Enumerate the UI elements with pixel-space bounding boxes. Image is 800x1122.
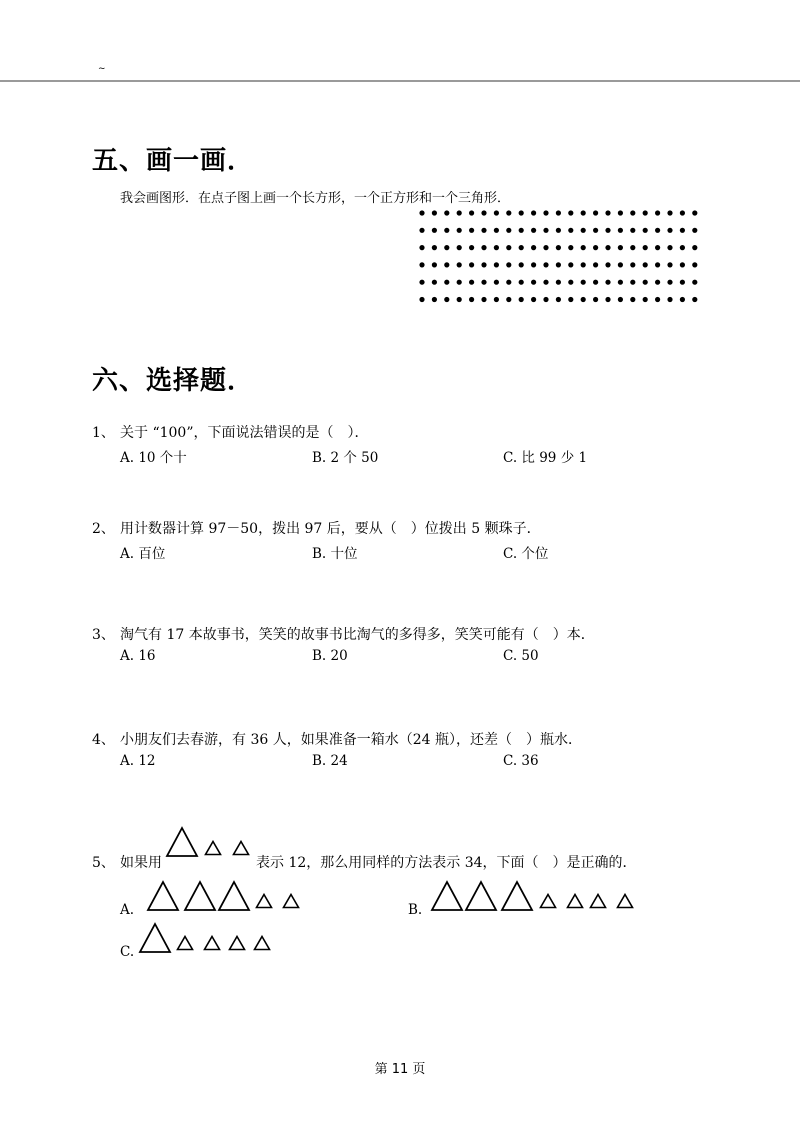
grid-dot[interactable] <box>444 280 449 285</box>
grid-dot[interactable] <box>556 280 561 285</box>
grid-dot[interactable] <box>556 245 561 250</box>
grid-dot[interactable] <box>531 297 536 302</box>
big-triangle-icon <box>464 880 498 912</box>
q5-option-b-label[interactable]: B. <box>408 902 423 918</box>
grid-dot[interactable] <box>432 297 437 302</box>
grid-dot[interactable] <box>506 280 511 285</box>
q2-option-b[interactable]: B. 十位 <box>312 546 358 562</box>
grid-dot[interactable] <box>469 280 474 285</box>
question-4 <box>92 729 582 749</box>
grid-dot[interactable] <box>667 245 672 250</box>
big-triangle-icon <box>217 880 251 912</box>
grid-dot[interactable] <box>680 245 685 250</box>
grid-dot[interactable] <box>692 210 697 215</box>
header-rule <box>0 80 800 82</box>
grid-dot[interactable] <box>630 262 635 267</box>
grid-dot[interactable] <box>506 210 511 215</box>
q3-option-c[interactable]: C. 50 <box>503 648 539 664</box>
grid-dot[interactable] <box>568 280 573 285</box>
question-text: 淘气有 17 本故事书，笑笑的故事书比淘气的多得多，笑笑可能有（ ）本． <box>120 627 595 643</box>
grid-dot[interactable] <box>568 245 573 250</box>
question-5-rest <box>256 852 637 872</box>
grid-dot[interactable] <box>519 280 524 285</box>
grid-dot[interactable] <box>605 280 610 285</box>
small-triangle-icon <box>282 893 300 909</box>
grid-dot[interactable] <box>568 228 573 233</box>
header-mark: ~ <box>98 64 106 74</box>
small-triangle-icon <box>204 840 222 856</box>
grid-dot[interactable] <box>469 297 474 302</box>
q1-option-a[interactable]: A. 10 个十 <box>120 450 187 466</box>
page-number: 第 11 页 <box>374 1062 426 1077</box>
grid-dot[interactable] <box>581 297 586 302</box>
grid-dot[interactable] <box>618 210 623 215</box>
question-number: 5、 <box>92 855 115 871</box>
grid-dot[interactable] <box>469 262 474 267</box>
question-1 <box>92 422 369 442</box>
grid-dot[interactable] <box>680 297 685 302</box>
grid-dot[interactable] <box>419 262 424 267</box>
grid-dot[interactable] <box>419 210 424 215</box>
big-triangle-icon <box>430 880 464 912</box>
grid-dot[interactable] <box>419 297 424 302</box>
grid-dot[interactable] <box>680 280 685 285</box>
grid-dot[interactable] <box>605 228 610 233</box>
grid-dot[interactable] <box>692 228 697 233</box>
small-triangle-icon <box>203 935 221 951</box>
grid-dot[interactable] <box>667 210 672 215</box>
grid-dot[interactable] <box>581 262 586 267</box>
grid-dot[interactable] <box>593 280 598 285</box>
grid-dot[interactable] <box>630 228 635 233</box>
grid-dot[interactable] <box>581 280 586 285</box>
question-number: 3、 <box>92 627 115 643</box>
grid-dot[interactable] <box>605 245 610 250</box>
q4-option-a[interactable]: A. 12 <box>120 753 156 769</box>
grid-dot[interactable] <box>680 228 685 233</box>
grid-dot[interactable] <box>568 210 573 215</box>
grid-dot[interactable] <box>692 245 697 250</box>
grid-dot[interactable] <box>481 297 486 302</box>
grid-dot[interactable] <box>494 245 499 250</box>
grid-dot[interactable] <box>432 228 437 233</box>
grid-dot[interactable] <box>543 297 548 302</box>
grid-dot[interactable] <box>655 280 660 285</box>
grid-dot[interactable] <box>531 262 536 267</box>
grid-dot[interactable] <box>680 262 685 267</box>
grid-dot[interactable] <box>593 228 598 233</box>
grid-dot[interactable] <box>543 280 548 285</box>
grid-dot[interactable] <box>643 245 648 250</box>
small-triangle-icon <box>539 893 557 909</box>
grid-dot[interactable] <box>432 280 437 285</box>
grid-dot[interactable] <box>531 228 536 233</box>
grid-dot[interactable] <box>494 210 499 215</box>
section-6-title: 六、选择题． <box>92 366 255 396</box>
grid-dot[interactable] <box>519 262 524 267</box>
grid-dot[interactable] <box>581 245 586 250</box>
grid-dot[interactable] <box>630 245 635 250</box>
grid-dot[interactable] <box>593 245 598 250</box>
grid-dot[interactable] <box>692 280 697 285</box>
grid-dot[interactable] <box>618 297 623 302</box>
q5-option-c-label[interactable]: C. <box>120 944 135 960</box>
grid-dot[interactable] <box>593 210 598 215</box>
grid-dot[interactable] <box>556 210 561 215</box>
grid-dot[interactable] <box>630 280 635 285</box>
grid-dot[interactable] <box>667 297 672 302</box>
grid-dot[interactable] <box>494 262 499 267</box>
grid-dot[interactable] <box>643 210 648 215</box>
grid-dot[interactable] <box>643 297 648 302</box>
grid-dot[interactable] <box>667 262 672 267</box>
grid-dot[interactable] <box>469 228 474 233</box>
grid-dot[interactable] <box>655 210 660 215</box>
grid-dot[interactable] <box>519 297 524 302</box>
grid-dot[interactable] <box>432 210 437 215</box>
grid-dot[interactable] <box>481 228 486 233</box>
q2-option-a[interactable]: A. 百位 <box>120 546 166 562</box>
grid-dot[interactable] <box>419 228 424 233</box>
grid-dot[interactable] <box>531 245 536 250</box>
grid-dot[interactable] <box>643 262 648 267</box>
q3-option-a[interactable]: A. 16 <box>120 648 156 664</box>
grid-dot[interactable] <box>643 280 648 285</box>
q3-option-b[interactable]: B. 20 <box>312 648 348 664</box>
small-triangle-icon <box>253 935 271 951</box>
question-text-after: 表示 12，那么用同样的方法表示 34，下面（ ）是正确的． <box>256 855 637 871</box>
grid-dot[interactable] <box>419 245 424 250</box>
grid-dot[interactable] <box>655 228 660 233</box>
q4-option-c[interactable]: C. 36 <box>503 753 539 769</box>
grid-dot[interactable] <box>543 262 548 267</box>
grid-dot[interactable] <box>605 210 610 215</box>
grid-dot[interactable] <box>543 245 548 250</box>
small-triangle-icon <box>566 893 584 909</box>
grid-dot[interactable] <box>481 245 486 250</box>
grid-dot[interactable] <box>605 262 610 267</box>
section-5-title: 五、画一画． <box>92 146 255 176</box>
grid-dot[interactable] <box>506 228 511 233</box>
q4-option-b[interactable]: B. 24 <box>312 753 348 769</box>
grid-dot[interactable] <box>519 210 524 215</box>
grid-dot[interactable] <box>419 280 424 285</box>
grid-dot[interactable] <box>457 210 462 215</box>
grid-dot[interactable] <box>457 297 462 302</box>
grid-dot[interactable] <box>680 210 685 215</box>
grid-dot[interactable] <box>667 280 672 285</box>
question-2 <box>92 518 541 538</box>
grid-dot[interactable] <box>506 245 511 250</box>
question-3 <box>92 624 595 644</box>
grid-dot[interactable] <box>481 280 486 285</box>
grid-dot[interactable] <box>581 228 586 233</box>
grid-dot[interactable] <box>643 228 648 233</box>
small-triangle-icon <box>255 893 273 909</box>
grid-dot[interactable] <box>481 262 486 267</box>
big-triangle-icon <box>165 826 199 858</box>
grid-dot[interactable] <box>556 228 561 233</box>
question-text-before: 如果用 <box>120 855 162 871</box>
grid-dot[interactable] <box>494 228 499 233</box>
grid-dot[interactable] <box>432 262 437 267</box>
q2-option-c[interactable]: C. 个位 <box>503 546 549 562</box>
small-triangle-icon <box>616 893 634 909</box>
grid-dot[interactable] <box>494 297 499 302</box>
grid-dot[interactable] <box>469 210 474 215</box>
big-triangle-icon <box>138 922 172 954</box>
question-number: 1、 <box>92 425 115 441</box>
grid-dot[interactable] <box>568 297 573 302</box>
big-triangle-icon <box>500 880 534 912</box>
grid-dot[interactable] <box>481 210 486 215</box>
grid-dot[interactable] <box>618 228 623 233</box>
question-number: 2、 <box>92 521 115 537</box>
grid-dot[interactable] <box>543 228 548 233</box>
question-5 <box>92 852 162 872</box>
section-5-instruction: 我会画图形．在点子图上画一个长方形，一个正方形和一个三角形． <box>120 191 511 206</box>
grid-dot[interactable] <box>556 297 561 302</box>
grid-dot[interactable] <box>469 245 474 250</box>
grid-dot[interactable] <box>457 245 462 250</box>
grid-dot[interactable] <box>692 297 697 302</box>
grid-dot[interactable] <box>581 210 586 215</box>
grid-dot[interactable] <box>692 262 697 267</box>
grid-dot[interactable] <box>655 297 660 302</box>
grid-dot[interactable] <box>556 262 561 267</box>
grid-dot[interactable] <box>506 262 511 267</box>
grid-dot[interactable] <box>457 280 462 285</box>
small-triangle-icon <box>228 935 246 951</box>
grid-dot[interactable] <box>457 262 462 267</box>
q5-option-a-label[interactable]: A. <box>120 902 135 918</box>
grid-dot[interactable] <box>630 210 635 215</box>
question-text: 用计数器计算 97－50，拨出 97 后，要从（ ）位拨出 5 颗珠子． <box>120 521 541 537</box>
grid-dot[interactable] <box>519 228 524 233</box>
grid-dot[interactable] <box>630 297 635 302</box>
grid-dot[interactable] <box>618 262 623 267</box>
grid-dot[interactable] <box>444 262 449 267</box>
grid-dot[interactable] <box>457 228 462 233</box>
question-text: 关于 “100”，下面说法错误的是（ ）． <box>120 425 369 441</box>
grid-dot[interactable] <box>444 245 449 250</box>
dot-grid[interactable] <box>418 209 708 307</box>
grid-dot[interactable] <box>655 262 660 267</box>
grid-dot[interactable] <box>618 245 623 250</box>
grid-dot[interactable] <box>506 297 511 302</box>
grid-dot[interactable] <box>593 262 598 267</box>
small-triangle-icon <box>589 893 607 909</box>
grid-dot[interactable] <box>519 245 524 250</box>
big-triangle-icon <box>146 880 180 912</box>
small-triangle-icon <box>176 935 194 951</box>
q1-option-b[interactable]: B. 2 个 50 <box>312 450 379 466</box>
grid-dot[interactable] <box>605 297 610 302</box>
grid-dot[interactable] <box>444 210 449 215</box>
grid-dot[interactable] <box>543 210 548 215</box>
grid-dot[interactable] <box>531 280 536 285</box>
q1-option-c[interactable]: C. 比 99 少 1 <box>503 450 588 466</box>
grid-dot[interactable] <box>531 210 536 215</box>
grid-dot[interactable] <box>432 245 437 250</box>
grid-dot[interactable] <box>444 228 449 233</box>
grid-dot[interactable] <box>618 280 623 285</box>
big-triangle-icon <box>183 880 217 912</box>
question-number: 4、 <box>92 732 115 748</box>
grid-dot[interactable] <box>568 262 573 267</box>
grid-dot[interactable] <box>655 245 660 250</box>
grid-dot[interactable] <box>444 297 449 302</box>
grid-dot[interactable] <box>593 297 598 302</box>
grid-dot[interactable] <box>667 228 672 233</box>
small-triangle-icon <box>232 840 250 856</box>
grid-dot[interactable] <box>494 280 499 285</box>
question-text: 小朋友们去春游，有 36 人，如果准备一箱水（24 瓶），还差（ ）瓶水． <box>120 732 582 748</box>
